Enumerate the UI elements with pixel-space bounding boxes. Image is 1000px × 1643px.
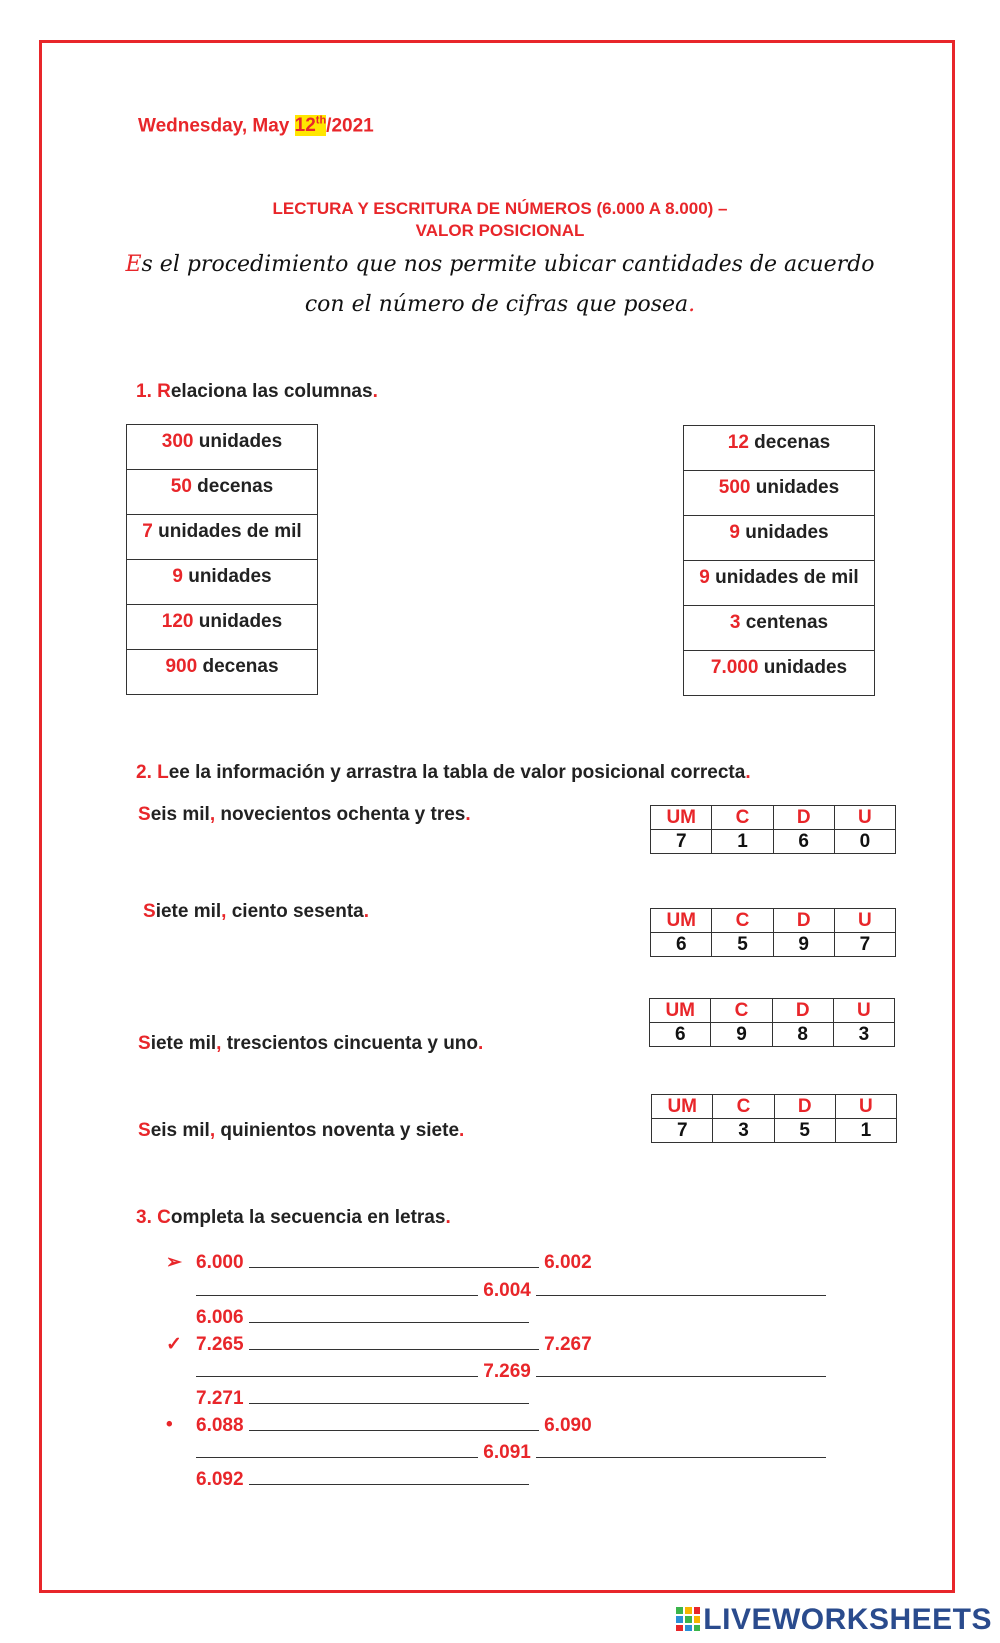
sentence-1: Seis mil, novecientos ochenta y tres. [138, 804, 471, 825]
left-item[interactable]: 9 unidades [127, 560, 317, 605]
date-day-highlight: 12th [294, 115, 327, 137]
intro-line-1: Es el procedimiento que nos permite ubicar cantidades de acuerdo [125, 252, 875, 277]
right-item[interactable]: 12 decenas [684, 426, 874, 471]
answer-blank[interactable] [249, 1387, 529, 1404]
sequence-bullet: ➢ [166, 1252, 182, 1273]
answer-blank[interactable] [196, 1360, 478, 1377]
sequence-row: 6.000 6.002 [196, 1252, 592, 1273]
intro-line-2: con el número de cifras que posea. [304, 292, 696, 317]
right-item[interactable]: 3 centenas [684, 606, 874, 651]
sequence-row: 6.088 6.090 [196, 1415, 592, 1436]
sentence-2: Siete mil, ciento sesenta. [143, 901, 370, 922]
answer-blank[interactable] [536, 1360, 826, 1377]
sequence-row: 7.269 [196, 1360, 826, 1383]
left-item[interactable]: 900 decenas [127, 650, 317, 695]
sequence-row: 7.265 7.267 [196, 1334, 592, 1355]
question-2-heading: 2. Lee la información y arrastra la tabla de valor posicional correcta. [136, 762, 751, 783]
answer-blank[interactable] [249, 1333, 539, 1350]
page-subtitle: VALOR POSICIONAL [415, 221, 585, 240]
place-value-table-4[interactable]: UM C D U 7 3 5 1 [651, 1094, 897, 1143]
place-value-table-1[interactable]: UM C D U 7 1 6 0 [650, 805, 896, 854]
answer-blank[interactable] [249, 1414, 539, 1431]
date-line: Wednesday, May 12th/2021 [138, 115, 374, 137]
sequence-row: 6.006 [196, 1306, 529, 1329]
left-item[interactable]: 300 unidades [127, 425, 317, 470]
answer-blank[interactable] [249, 1251, 539, 1268]
left-item[interactable]: 50 decenas [127, 470, 317, 515]
sentence-3: Siete mil, trescientos cincuenta y uno. [138, 1033, 484, 1054]
right-item[interactable]: 9 unidades de mil [684, 561, 874, 606]
answer-blank[interactable] [196, 1441, 478, 1458]
right-column-box [683, 425, 875, 696]
answer-blank[interactable] [536, 1279, 826, 1296]
liveworksheets-icon [675, 1606, 701, 1632]
right-item[interactable]: 7.000 unidades [684, 651, 874, 696]
sequence-bullet: ✓ [166, 1334, 182, 1355]
answer-blank[interactable] [249, 1468, 529, 1485]
answer-blank[interactable] [536, 1441, 826, 1458]
sequence-bullet: • [166, 1414, 173, 1435]
place-value-table-2[interactable]: UM C D U 6 5 9 7 [650, 908, 896, 957]
left-item[interactable]: 7 unidades de mil [127, 515, 317, 560]
right-item[interactable]: 500 unidades [684, 471, 874, 516]
sequence-row: 6.004 [196, 1279, 826, 1302]
liveworksheets-logo: LIVEWORKSHEETS [675, 1603, 992, 1637]
place-value-table-3[interactable]: UM C D U 6 9 8 3 [649, 998, 895, 1047]
sequence-row: 6.091 [196, 1441, 826, 1464]
sequence-row: 7.271 [196, 1387, 529, 1410]
sequence-row: 6.092 [196, 1468, 529, 1491]
sentence-4: Seis mil, quinientos noventa y siete. [138, 1120, 465, 1141]
question-3-heading: 3. Completa la secuencia en letras. [136, 1207, 451, 1228]
page-title: LECTURA Y ESCRITURA DE NÚMEROS (6.000 A 8.000) – [272, 199, 728, 218]
question-1-heading: 1. Relaciona las columnas. [136, 381, 378, 402]
left-item[interactable]: 120 unidades [127, 605, 317, 650]
answer-blank[interactable] [196, 1279, 478, 1296]
answer-blank[interactable] [249, 1306, 529, 1323]
left-column-box [126, 424, 318, 695]
right-item[interactable]: 9 unidades [684, 516, 874, 561]
